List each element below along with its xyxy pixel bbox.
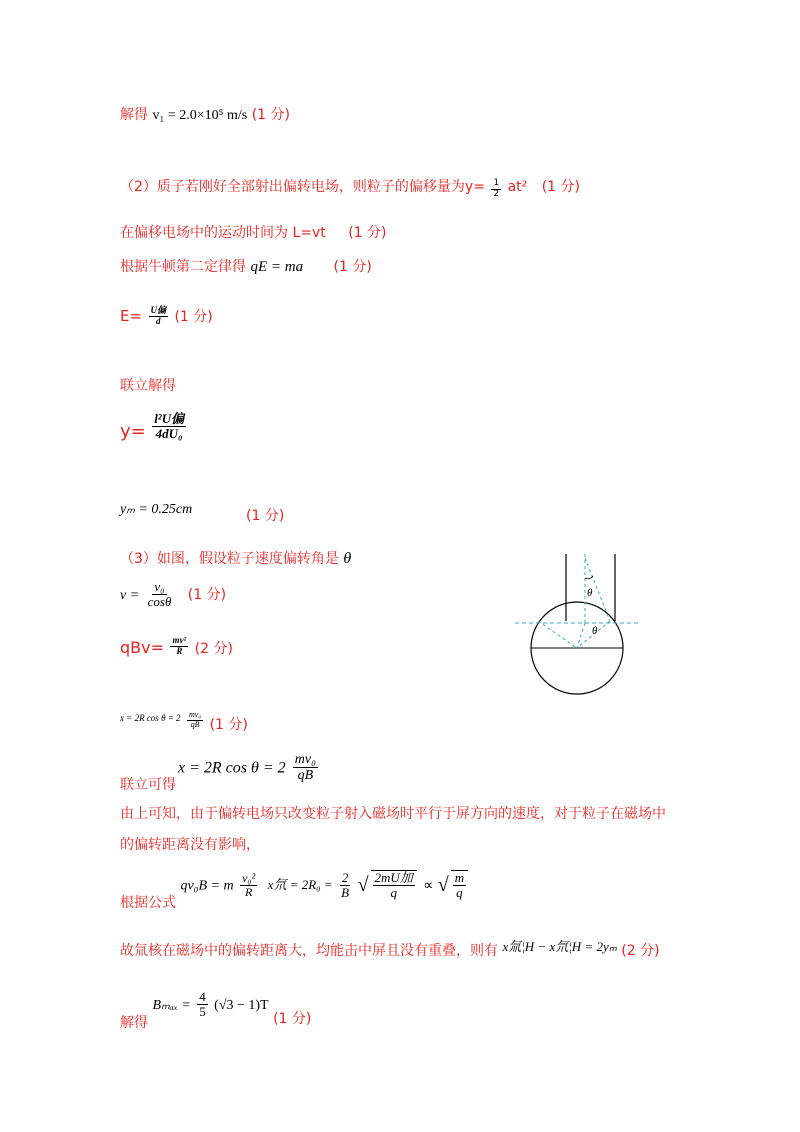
ym-formula: yₘ = 0.25cm bbox=[120, 502, 193, 517]
line-9 bbox=[120, 548, 351, 568]
score: (1 分) bbox=[348, 225, 387, 241]
e-fraction: $\frac{\text{U偏}}{d}$ bbox=[150, 305, 166, 326]
offset-text: （2）质子若刚好全部射出偏转电场，则粒子的偏移量为y= bbox=[120, 179, 485, 195]
score: (1 分) bbox=[187, 586, 227, 603]
line-12: x = 2R cos θ = 2 $\frac{\text{mv₀}}{qB}$ (1 分) bbox=[120, 710, 248, 733]
line-18: 解得 Bₘₐₓ = $\frac{4}{5}$ (√3 − 1)T (1 分) bbox=[120, 989, 312, 1031]
line-10: v = $\frac{\text{v₀}}{\cos\theta}$ (1 分) bbox=[120, 579, 227, 610]
theta-symbol: θ bbox=[343, 550, 352, 567]
line-7 bbox=[120, 412, 188, 442]
difference-formula: x氚¦H − x氘¦H = 2yₘ bbox=[502, 939, 617, 954]
line-17 bbox=[120, 940, 660, 960]
line-3 bbox=[120, 222, 387, 242]
solve-label: 解得 bbox=[120, 107, 148, 123]
score: (1 分) bbox=[246, 508, 285, 524]
y-label: y= bbox=[120, 421, 146, 442]
line-1 bbox=[120, 104, 290, 124]
line-13-label: 联立可得 bbox=[120, 777, 176, 793]
qbv-label: qBv= bbox=[120, 638, 165, 657]
line-4 bbox=[120, 256, 372, 276]
v-fraction: $\frac{\text{v₀}}{\cos\theta}$ bbox=[147, 579, 172, 610]
line-13-formula: x = 2R cos θ = 2 $\frac{\text{mv₀}}{qB}$ bbox=[178, 752, 316, 784]
formula-label: 根据公式 bbox=[120, 895, 176, 912]
at-squared: at² bbox=[507, 179, 528, 195]
newton-formula: qE = ma bbox=[250, 259, 304, 275]
score: (1 分) bbox=[333, 259, 372, 275]
theta-label-top: θ bbox=[587, 587, 593, 599]
score: (1 分) bbox=[251, 107, 290, 123]
score: (1 分) bbox=[273, 1010, 312, 1027]
newton-text: 根据牛顿第二定律得 bbox=[120, 259, 246, 275]
line-5 bbox=[120, 306, 213, 327]
solve-label: 解得 bbox=[120, 1014, 148, 1031]
line-15: 的偏转距离没有影响， bbox=[120, 837, 260, 853]
y-fraction: $\frac{\text{l²U偏}}{\text{4dU₀}}$ bbox=[154, 411, 185, 442]
deflection-diagram bbox=[505, 548, 655, 698]
line-11 bbox=[120, 636, 233, 658]
half-fraction: $\frac{1}{2}$ bbox=[493, 178, 500, 199]
line-8 bbox=[120, 498, 192, 518]
line-6: 联立解得 bbox=[120, 378, 176, 394]
e-label: E= bbox=[120, 307, 143, 325]
line-16: 根据公式 qv₀B = m $\frac{\text{v₀²}}{R}$ x氘 = 2R₀ = $\frac{2}{B}$ √ $\frac{\text{2mU加}}{q}$ ∝ √ $\frac{m}{q}$ bbox=[120, 870, 470, 901]
score: (2 分) bbox=[621, 943, 660, 959]
qbv-fraction: $\frac{\text{mv²}}{R}$ bbox=[172, 635, 187, 656]
velocity-formula: v₁ = 2.0×10⁵ m/s bbox=[152, 108, 248, 123]
line-14: 由上可知，由于偏转电场只改变粒子射入磁场时平行于屏方向的速度，对于粒子在磁场中 bbox=[120, 806, 666, 822]
time-text: 在偏移电场中的运动时间为 L=vt bbox=[120, 225, 326, 241]
score: (1 分) bbox=[209, 717, 248, 733]
deflection-text: （3）如图，假设粒子速度偏转角是 bbox=[120, 551, 339, 567]
score: (1 分) bbox=[541, 179, 580, 195]
x-formula-small: x = 2R cos θ = 2 bbox=[120, 713, 181, 723]
score: (1 分) bbox=[174, 309, 213, 325]
theta-label-mid: θ bbox=[592, 625, 598, 637]
radius-left bbox=[538, 621, 577, 648]
conclusion-text: 故氚核在磁场中的偏转距离大，均能击中屏且没有重叠，则有 bbox=[120, 943, 498, 959]
score: (2 分) bbox=[194, 641, 233, 657]
line-2 bbox=[120, 176, 580, 200]
